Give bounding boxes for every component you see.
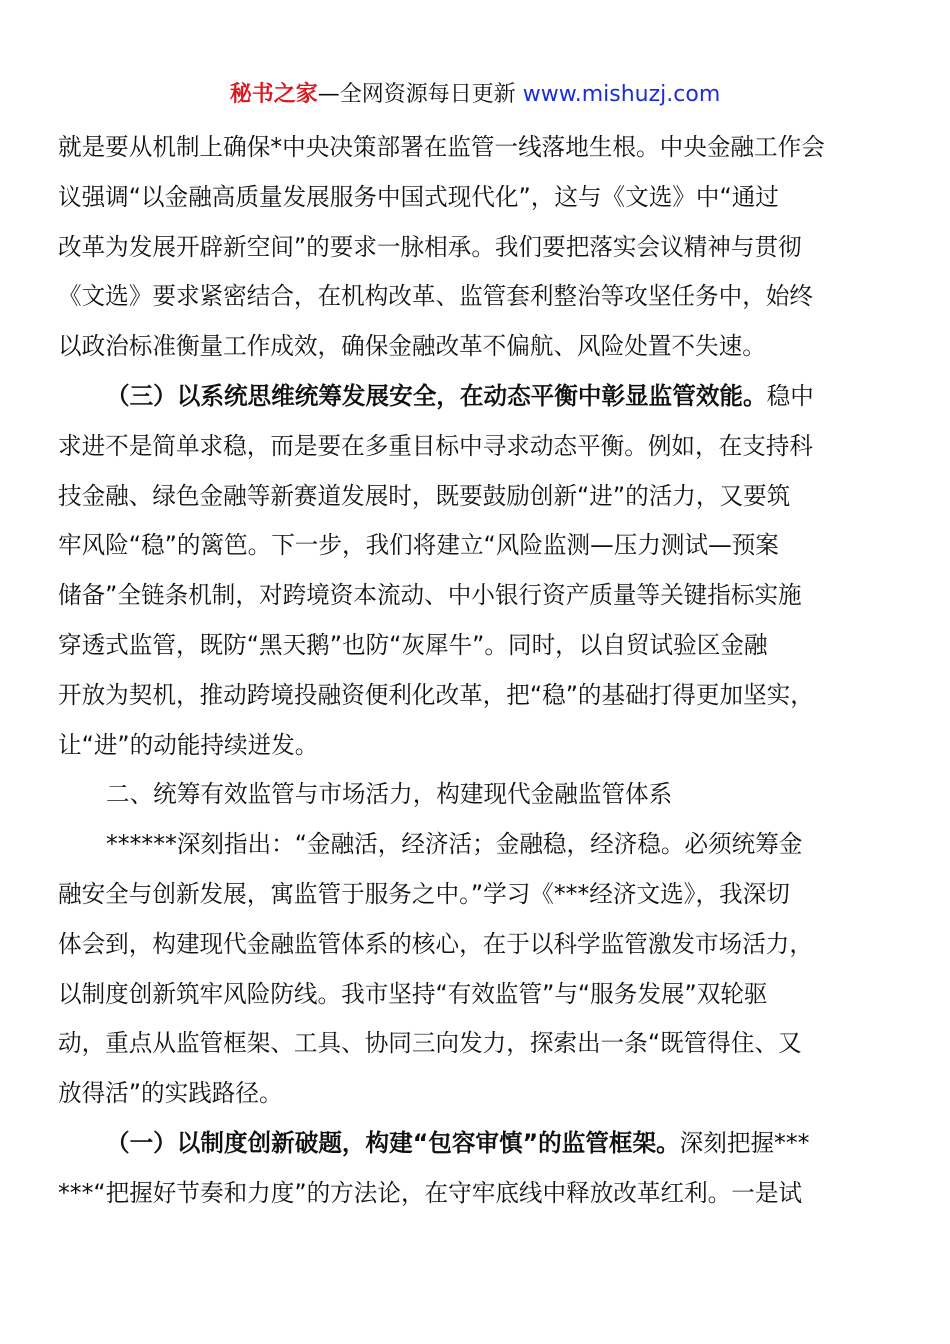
text-line: 穿透式监管，既防“黑天鹅”也防“灰犀牛”。同时，以自贸试验区金融 bbox=[58, 630, 768, 659]
text-line: 议强调“以金融高质量发展服务中国式现代化”，这与《文选》中“通过 bbox=[58, 182, 779, 211]
section-heading: （一）以制度创新破题，构建“包容审慎”的监管框架。 bbox=[106, 1128, 680, 1157]
chapter-heading-line bbox=[58, 770, 898, 820]
text-line: 让“进”的动能持续迸发。 bbox=[58, 730, 319, 759]
site-brand: 秘书之家 bbox=[229, 82, 318, 107]
text-line: 就是要从机制上确保*中央决策部署在监管一线落地生根。中央金融工作会 bbox=[58, 133, 825, 161]
text-line: ******深刻指出：“金融活，经济活；金融稳，经济稳。必须统筹金 bbox=[106, 830, 803, 859]
text-line: 储备”全链条机制，对跨境资本流动、中小银行资产质量等关键指标实施 bbox=[58, 581, 802, 610]
document-body bbox=[58, 123, 898, 1219]
text-line: 牢风险“稳”的篱笆。下一步，我们将建立“风险监测—压力测试—预案 bbox=[58, 531, 779, 560]
text-line: 动，重点从监管框架、工具、协同三向发力，探索出一条“既管得住、又 bbox=[58, 1029, 802, 1058]
text-line: 融安全与创新发展，寓监管于服务之中。”学习《***经济文选》，我深切 bbox=[58, 879, 790, 908]
site-slogan: —全网资源每日更新 bbox=[317, 82, 523, 107]
site-url-link[interactable]: www.mishuzj.com bbox=[522, 82, 721, 107]
text-line: 开放为契机，推动跨境投融资便利化改革，把“稳”的基础打得更加坚实， bbox=[58, 680, 814, 709]
text-line: 体会到，构建现代金融监管体系的核心，在于以科学监管激发市场活力， bbox=[58, 929, 813, 958]
section-heading: （三）以系统思维统筹发展安全，在动态平衡中彰显监管效能。 bbox=[106, 381, 767, 410]
text-line: 放得活”的实践路径。 bbox=[58, 1079, 283, 1108]
text-line: 技金融、绿色金融等新赛道发展时，既要鼓励创新“进”的活力，又要筑 bbox=[58, 481, 791, 510]
text-line: 以制度创新筑牢风险防线。我市坚持“有效监管”与“服务发展”双轮驱 bbox=[58, 979, 768, 1008]
text-line: 以政治标准衡量工作成效，确保金融改革不偏航、风险处置不失速。 bbox=[58, 332, 766, 361]
text-line: 求进不是简单求稳，而是要在多重目标中寻求动态平衡。例如，在支持科 bbox=[58, 431, 813, 460]
site-header bbox=[0, 78, 950, 112]
section-heading-line: （三）以系统思维统筹发展安全，在动态平衡中彰显监管效能。稳中 bbox=[106, 381, 814, 410]
section-heading-line: （一）以制度创新破题，构建“包容审慎”的监管框架。深刻把握*** bbox=[106, 1128, 810, 1157]
text-line: 改革为发展开辟新空间”的要求一脉相承。我们要把落实会议精神与贯彻 bbox=[58, 232, 802, 261]
text-line: ***“把握好节奏和力度”的方法论，在守牢底线中释放改革红利。一是试 bbox=[58, 1178, 803, 1207]
text-line: 《文选》要求紧密结合，在机构改革、监管套利整治等攻坚任务中，始终 bbox=[58, 282, 813, 311]
chapter-heading: 二、统筹有效监管与市场活力，构建现代金融监管体系 bbox=[106, 780, 673, 809]
